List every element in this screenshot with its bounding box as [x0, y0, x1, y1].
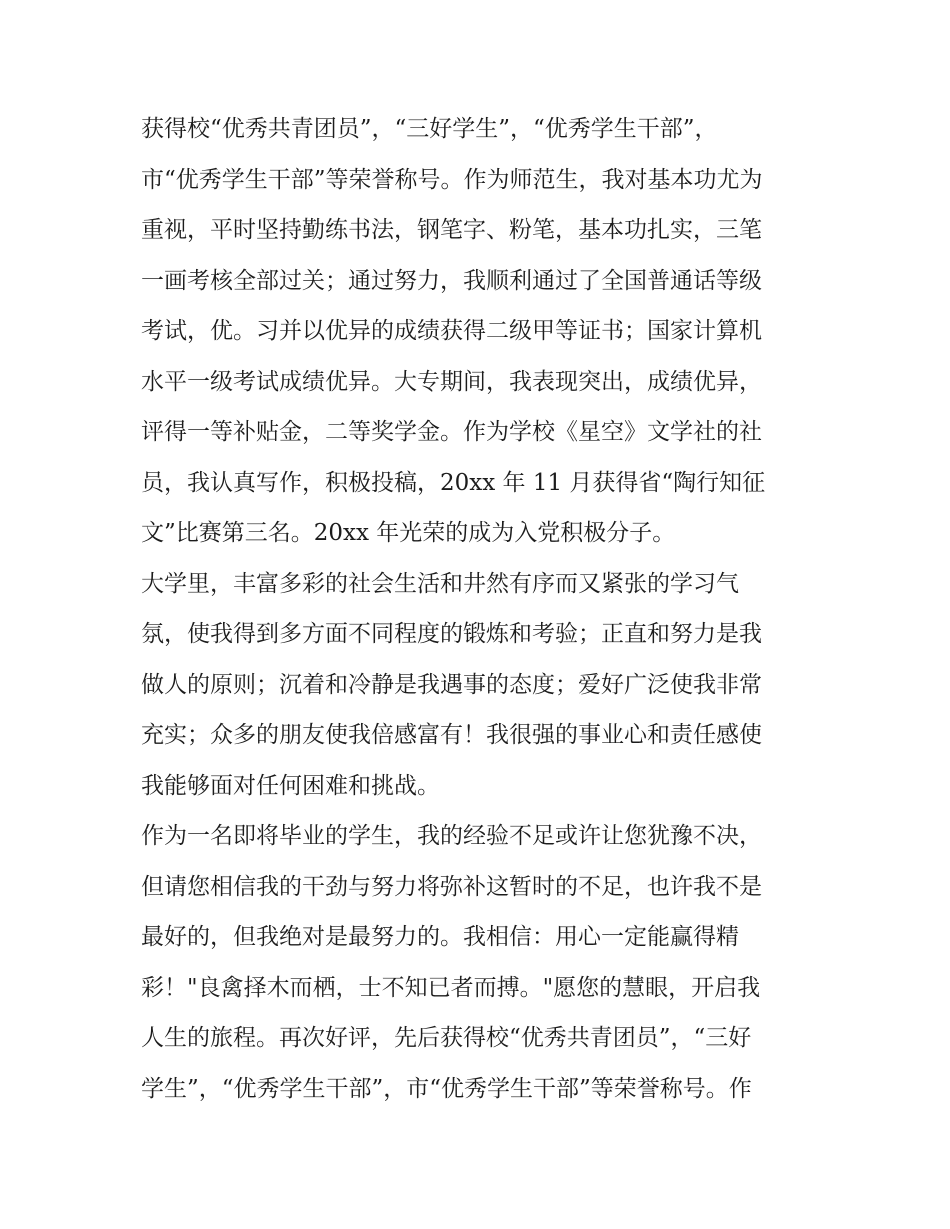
text-line: 人生的旅程。再次好评，先后获得校“优秀共青团员”，“三好 — [141, 1025, 752, 1051]
text-line: 员，我认真写作，积极投稿，20xx 年 11 月获得省“陶行知征 — [141, 469, 766, 496]
text-line: 充实；众多的朋友使我倍感富有！我很强的事业心和责任感使 — [141, 722, 762, 748]
text-line: 我能够面对任何困难和挑战。 — [141, 772, 440, 799]
text-line: 作为一名即将毕业的学生，我的经验不足或许让您犹豫不决， — [141, 823, 762, 849]
text-line: 水平一级考试成绩优异。大专期间，我表现突出，成绩优异， — [141, 368, 762, 395]
text-line: 氛，使我得到多方面不同程度的锻炼和考验；正直和努力是我 — [141, 621, 762, 647]
text-line: 但请您相信我的干劲与努力将弥补这暂时的不足，也许我不是 — [141, 873, 762, 900]
text-line: 考试，优。习并以优异的成绩获得二级甲等证书；国家计算机 — [141, 318, 762, 344]
text-line: 文”比赛第三名。20xx 年光荣的成为入党积极分子。 — [141, 520, 676, 546]
text-line: 学生”，“优秀学生干部”，市“优秀学生干部”等荣誉称号。作 — [141, 1075, 752, 1102]
text-line: 评得一等补贴金，二等奖学金。作为学校《星空》文学社的社 — [141, 419, 762, 445]
text-line: 做人的原则；沉着和冷静是我遇事的态度；爱好广泛使我非常 — [141, 671, 762, 698]
text-line: 大学里，丰富多彩的社会生活和井然有序而又紧张的学习气 — [141, 570, 739, 597]
text-line: 市“优秀学生干部”等荣誉称号。作为师范生，我对基本功尤为 — [141, 166, 763, 193]
text-line: 获得校“优秀共青团员”，“三好学生”，“优秀学生干部”， — [141, 116, 718, 142]
text-line: 彩！"良禽择木而栖，士不知已者而搏。"愿您的慧眼，开启我 — [141, 974, 761, 1001]
text-line: 最好的，但我绝对是最努力的。我相信：用心一定能赢得精 — [141, 924, 739, 950]
text-line: 重视，平时坚持勤练书法，钢笔字、粉笔，基本功扎实，三笔 — [141, 217, 762, 243]
text-line: 一画考核全部过关；通过努力，我顺利通过了全国普通话等级 — [141, 267, 762, 294]
body-text — [141, 104, 821, 1114]
